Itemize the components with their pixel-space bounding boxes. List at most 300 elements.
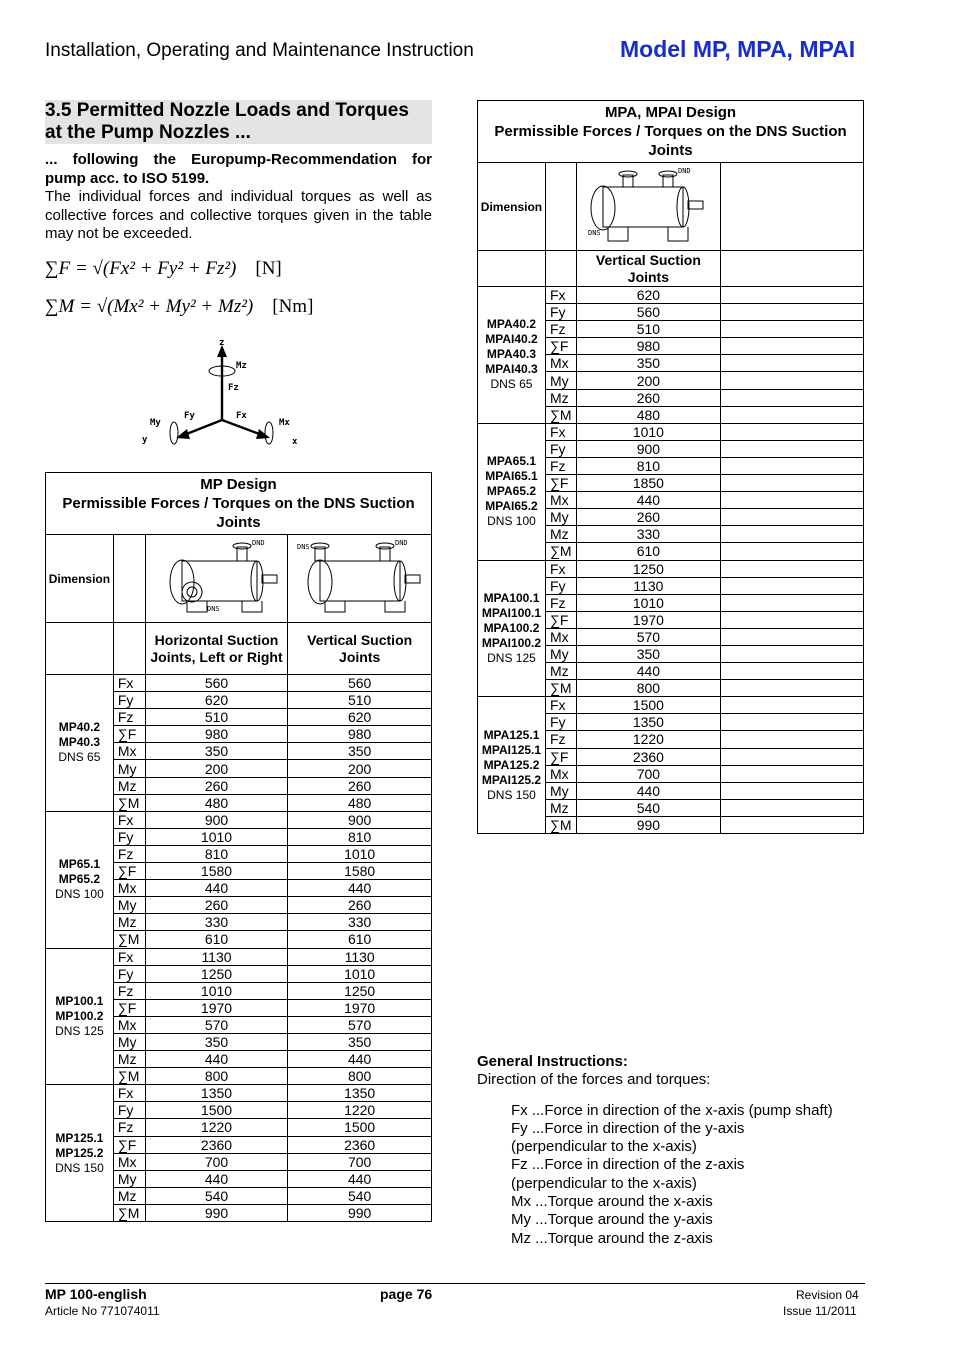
load-value xyxy=(720,816,863,833)
load-value: 1010 xyxy=(145,982,288,999)
load-value: 810 xyxy=(145,845,288,862)
quantity-symbol: Mx xyxy=(545,628,576,645)
load-value xyxy=(720,492,863,509)
table-row xyxy=(478,287,864,304)
mpa-table-title-line2: Permissible Forces / Torques on the DNS Suction Joints xyxy=(494,123,847,159)
load-value: 260 xyxy=(576,509,720,526)
quantity-symbol: ∑F xyxy=(545,748,576,765)
footer-page: page 76 xyxy=(380,1286,433,1302)
load-value: 200 xyxy=(576,372,720,389)
model-name: MPAI125.1 xyxy=(481,742,542,757)
dns-size: DNS 100 xyxy=(487,514,536,529)
load-value: 1350 xyxy=(145,1085,288,1102)
model-name: MPAI125.2 xyxy=(481,772,542,787)
quantity-symbol: Fy xyxy=(545,577,576,594)
load-value xyxy=(720,594,863,611)
quantity-symbol: Mz xyxy=(113,1187,145,1204)
table-row xyxy=(46,1085,432,1102)
load-value: 480 xyxy=(288,794,432,811)
footer-article: Article No 771074011 xyxy=(45,1304,160,1318)
dns-size: DNS 150 xyxy=(55,1160,104,1175)
model-name: MPAI100.2 xyxy=(481,635,542,650)
load-value: 620 xyxy=(288,709,432,726)
quantity-symbol: Mx xyxy=(113,880,145,897)
load-value: 2360 xyxy=(145,1136,288,1153)
formula-torque-expr: ∑M = √(Mx² + My² + Mz²) xyxy=(45,296,254,317)
quantity-symbol: ∑F xyxy=(545,475,576,492)
load-value: 700 xyxy=(288,1153,432,1170)
quantity-symbol: My xyxy=(113,760,145,777)
quantity-symbol: Fy xyxy=(113,1102,145,1119)
general-list xyxy=(511,1102,877,1248)
section-subtitle: ... following the Europump-Recommendation for pump acc. to ISO 5199. xyxy=(45,151,432,187)
quantity-symbol: Mz xyxy=(113,1051,145,1068)
dimension-cell xyxy=(46,1085,114,1222)
load-value: 260 xyxy=(145,777,288,794)
formula-torque-unit: [Nm] xyxy=(272,296,314,317)
mpa-dimension-label: Dimension xyxy=(478,163,546,251)
quantity-symbol: Fx xyxy=(545,697,576,714)
load-value: 810 xyxy=(288,828,432,845)
quantity-symbol: Fx xyxy=(545,560,576,577)
quantity-symbol: Fz xyxy=(113,1119,145,1136)
load-value: 1010 xyxy=(576,423,720,440)
quantity-symbol: ∑M xyxy=(113,931,145,948)
load-value xyxy=(720,611,863,628)
model-name: MP65.2 xyxy=(58,872,101,887)
load-value: 570 xyxy=(576,628,720,645)
load-value: 260 xyxy=(288,777,432,794)
axis-label-my: My xyxy=(150,418,161,428)
axis-label-x: x xyxy=(292,437,298,447)
img-label-dnd: DND xyxy=(251,539,265,547)
load-value: 570 xyxy=(145,1016,288,1033)
formula-force xyxy=(45,258,282,280)
quantity-symbol: Fy xyxy=(545,714,576,731)
load-value: 800 xyxy=(145,1068,288,1085)
load-value xyxy=(720,697,863,714)
quantity-symbol: My xyxy=(545,372,576,389)
dns-size: DNS 150 xyxy=(487,787,536,802)
quantity-symbol: Fz xyxy=(113,845,145,862)
load-value: 330 xyxy=(288,914,432,931)
load-value: 1500 xyxy=(576,697,720,714)
load-value: 700 xyxy=(145,1153,288,1170)
footer-issue: Issue 11/2011 xyxy=(783,1304,857,1318)
load-value: 1010 xyxy=(576,594,720,611)
quantity-symbol: ∑F xyxy=(113,1136,145,1153)
model-name: MPAI100.1 xyxy=(481,605,542,620)
load-value: 330 xyxy=(576,526,720,543)
quantity-symbol: Fz xyxy=(545,457,576,474)
load-value xyxy=(720,577,863,594)
load-value: 560 xyxy=(145,675,288,692)
formula-torque xyxy=(45,296,313,318)
general-item: Fx ...Force in direction of the x-axis (pump shaft) xyxy=(511,1101,833,1119)
dimension-cell xyxy=(478,423,546,560)
axis-label-y: y xyxy=(142,435,148,445)
load-value xyxy=(720,475,863,492)
load-value xyxy=(720,543,863,560)
load-value: 1580 xyxy=(145,863,288,880)
header-model: Model MP, MPA, MPAI xyxy=(620,36,856,62)
quantity-symbol: Mx xyxy=(113,743,145,760)
quantity-symbol: Mz xyxy=(113,777,145,794)
load-value: 980 xyxy=(576,338,720,355)
load-value: 200 xyxy=(145,760,288,777)
quantity-symbol: Mz xyxy=(545,663,576,680)
model-name: MPAI40.3 xyxy=(485,362,538,377)
load-value: 350 xyxy=(576,645,720,662)
quantity-symbol: Fx xyxy=(113,811,145,828)
load-value: 990 xyxy=(288,1204,432,1221)
load-value: 440 xyxy=(576,492,720,509)
model-name: MPA100.2 xyxy=(483,620,540,635)
load-value: 540 xyxy=(576,799,720,816)
general-item: Mx ...Torque around the x-axis xyxy=(511,1193,713,1211)
mpa-img-label-dns: DNS xyxy=(588,229,602,237)
table-row xyxy=(478,560,864,577)
model-name: MP65.1 xyxy=(58,857,101,872)
mp-dimension-label: Dimension xyxy=(46,535,114,623)
load-value: 540 xyxy=(145,1187,288,1204)
axis-label-z: z xyxy=(219,338,225,348)
load-value: 1850 xyxy=(576,475,720,492)
load-value: 330 xyxy=(145,914,288,931)
load-value xyxy=(720,423,863,440)
dns-size: DNS 65 xyxy=(490,377,533,392)
load-value: 350 xyxy=(576,355,720,372)
load-value: 440 xyxy=(288,880,432,897)
model-name: MPA65.1 xyxy=(486,454,537,469)
quantity-symbol: ∑M xyxy=(545,543,576,560)
load-value: 510 xyxy=(145,709,288,726)
quantity-symbol: Fz xyxy=(545,594,576,611)
load-value xyxy=(720,406,863,423)
load-value: 1970 xyxy=(288,999,432,1016)
load-value xyxy=(720,782,863,799)
load-value: 620 xyxy=(145,692,288,709)
quantity-symbol: Fx xyxy=(113,675,145,692)
load-value xyxy=(720,372,863,389)
general-intro: Direction of the forces and torques: xyxy=(477,1071,711,1089)
load-value: 1350 xyxy=(288,1085,432,1102)
quantity-symbol: Fy xyxy=(113,692,145,709)
load-value: 1250 xyxy=(288,982,432,999)
load-value xyxy=(720,663,863,680)
quantity-symbol: Mx xyxy=(113,1016,145,1033)
model-name: MPA40.2 xyxy=(486,317,537,332)
load-value: 990 xyxy=(145,1204,288,1221)
mpa-img-label-dnd: DND xyxy=(678,167,692,175)
load-value: 560 xyxy=(576,304,720,321)
quantity-symbol: Fy xyxy=(113,965,145,982)
img-label-dns: DNS xyxy=(206,605,220,613)
quantity-symbol: Fy xyxy=(113,828,145,845)
load-value: 440 xyxy=(288,1051,432,1068)
axes-diagram xyxy=(140,335,305,450)
quantity-symbol: Fz xyxy=(113,982,145,999)
quantity-symbol: My xyxy=(113,1033,145,1050)
quantity-symbol: Fy xyxy=(545,304,576,321)
mpa-table-title-line1: MPA, MPAI Design xyxy=(604,104,737,121)
load-value: 980 xyxy=(288,726,432,743)
formula-force-unit: [N] xyxy=(255,258,282,279)
axis-label-mz: Mz xyxy=(236,361,247,371)
load-value: 440 xyxy=(576,782,720,799)
model-name: MPA65.2 xyxy=(486,484,537,499)
general-item: Fz ...Force in direction of the z-axis (perpendicular to the x-axis) xyxy=(511,1156,745,1192)
img-label-dnd-2: DND xyxy=(394,539,408,547)
quantity-symbol: ∑F xyxy=(113,726,145,743)
header-title: Installation, Operating and Maintenance Instruction xyxy=(45,40,474,61)
dns-size: DNS 125 xyxy=(487,650,536,665)
load-value: 1250 xyxy=(145,965,288,982)
load-value: 1250 xyxy=(576,560,720,577)
mp-col-horizontal-header: Horizontal Suction Joints, Left or Right xyxy=(145,623,288,675)
load-value: 560 xyxy=(288,675,432,692)
load-value: 1010 xyxy=(288,845,432,862)
table-row xyxy=(478,697,864,714)
load-value: 350 xyxy=(145,1033,288,1050)
dimension-cell xyxy=(478,560,546,697)
general-title: General Instructions: xyxy=(477,1053,628,1070)
dns-size: DNS 100 xyxy=(55,887,104,902)
footer-divider xyxy=(45,1283,865,1284)
quantity-symbol: Mz xyxy=(545,389,576,406)
load-value: 440 xyxy=(145,880,288,897)
load-value xyxy=(720,645,863,662)
load-value xyxy=(720,355,863,372)
load-value xyxy=(720,731,863,748)
quantity-symbol: My xyxy=(545,509,576,526)
model-name: MPA125.1 xyxy=(483,727,540,742)
quantity-symbol: My xyxy=(113,1170,145,1187)
pump-vertical-image xyxy=(295,537,425,617)
load-value: 440 xyxy=(576,663,720,680)
load-value: 350 xyxy=(145,743,288,760)
load-value: 1350 xyxy=(576,714,720,731)
quantity-symbol: Mx xyxy=(545,765,576,782)
load-value: 510 xyxy=(576,321,720,338)
load-value: 350 xyxy=(288,1033,432,1050)
load-value: 900 xyxy=(576,440,720,457)
load-value: 260 xyxy=(288,897,432,914)
load-value: 800 xyxy=(288,1068,432,1085)
quantity-symbol: ∑M xyxy=(113,794,145,811)
general-item: Fy ...Force in direction of the y-axis (perpendicular to the x-axis) xyxy=(511,1119,745,1156)
load-value: 540 xyxy=(288,1187,432,1204)
load-value: 1130 xyxy=(288,948,432,965)
dimension-cell xyxy=(478,287,546,424)
load-value: 260 xyxy=(576,389,720,406)
load-value: 620 xyxy=(576,287,720,304)
quantity-symbol: ∑F xyxy=(545,338,576,355)
load-value: 1970 xyxy=(576,611,720,628)
quantity-symbol: Fx xyxy=(545,423,576,440)
load-value xyxy=(720,765,863,782)
load-value: 350 xyxy=(288,743,432,760)
load-value: 1010 xyxy=(145,828,288,845)
load-value xyxy=(720,748,863,765)
load-value xyxy=(720,509,863,526)
load-value xyxy=(720,457,863,474)
axis-label-fy: Fy xyxy=(184,411,195,421)
model-name: MP100.2 xyxy=(55,1008,104,1023)
mpa-table-title xyxy=(478,101,864,163)
load-value: 440 xyxy=(145,1170,288,1187)
load-value xyxy=(720,560,863,577)
load-value xyxy=(720,680,863,697)
load-value: 990 xyxy=(576,816,720,833)
load-value: 260 xyxy=(145,897,288,914)
load-value: 1580 xyxy=(288,863,432,880)
quantity-symbol: ∑M xyxy=(113,1068,145,1085)
dns-size: DNS 65 xyxy=(58,750,101,765)
load-value: 1500 xyxy=(145,1102,288,1119)
load-value: 610 xyxy=(288,931,432,948)
quantity-symbol: My xyxy=(545,782,576,799)
dimension-cell xyxy=(46,675,114,812)
footer-revision: Revision 04 xyxy=(796,1288,859,1302)
load-value xyxy=(720,440,863,457)
quantity-symbol: ∑F xyxy=(113,863,145,880)
load-value: 1220 xyxy=(576,731,720,748)
quantity-symbol: Fx xyxy=(113,1085,145,1102)
footer-doc: MP 100-english xyxy=(45,1286,147,1302)
img-label-dns-2: DNS xyxy=(296,543,310,551)
load-value: 900 xyxy=(288,811,432,828)
axis-label-fx: Fx xyxy=(236,411,247,421)
mp-design-table xyxy=(45,472,432,1222)
load-value xyxy=(720,338,863,355)
load-value: 1500 xyxy=(288,1119,432,1136)
general-item: Mz ...Torque around the z-axis xyxy=(511,1229,713,1247)
quantity-symbol: Fz xyxy=(545,321,576,338)
model-name: MPA100.1 xyxy=(483,590,540,605)
load-value xyxy=(720,526,863,543)
model-name: MPAI65.2 xyxy=(485,499,538,514)
load-value: 440 xyxy=(288,1170,432,1187)
formula-force-expr: ∑F = √(Fx² + Fy² + Fz²) xyxy=(45,258,237,279)
load-value xyxy=(720,799,863,816)
mp-table-title xyxy=(46,473,432,535)
model-name: MP40.2 xyxy=(58,720,101,735)
quantity-symbol: Mz xyxy=(545,526,576,543)
quantity-symbol: Mx xyxy=(113,1153,145,1170)
quantity-symbol: Mz xyxy=(545,799,576,816)
quantity-symbol: ∑M xyxy=(545,816,576,833)
model-name: MPA40.3 xyxy=(486,347,537,362)
load-value: 1970 xyxy=(145,999,288,1016)
dimension-cell xyxy=(46,811,114,948)
load-value: 1130 xyxy=(576,577,720,594)
model-name: MP125.2 xyxy=(55,1145,104,1160)
load-value: 1010 xyxy=(288,965,432,982)
section-title-line1: 3.5 Permitted Nozzle Loads and Torques xyxy=(45,100,409,121)
section-title-line2: at the Pump Nozzles ... xyxy=(45,122,251,143)
model-name: MPA125.2 xyxy=(483,757,540,772)
load-value: 610 xyxy=(145,931,288,948)
quantity-symbol: Fy xyxy=(545,440,576,457)
load-value xyxy=(720,321,863,338)
table-row xyxy=(478,423,864,440)
mpa-col-vertical-header: Vertical Suction Joints xyxy=(576,251,720,287)
pump-horizontal-image xyxy=(152,537,282,617)
quantity-symbol: Mx xyxy=(545,355,576,372)
quantity-symbol: ∑F xyxy=(113,999,145,1016)
quantity-symbol: ∑F xyxy=(545,611,576,628)
quantity-symbol: Fz xyxy=(545,731,576,748)
load-value: 480 xyxy=(145,794,288,811)
load-value: 810 xyxy=(576,457,720,474)
mp-table-title-line1: MP Design xyxy=(200,476,277,493)
axis-label-mx: Mx xyxy=(279,418,290,428)
model-name: MPAI65.1 xyxy=(485,469,538,484)
load-value: 700 xyxy=(576,765,720,782)
section-intro xyxy=(45,151,432,244)
load-value xyxy=(720,304,863,321)
quantity-symbol: My xyxy=(545,645,576,662)
mpa-pump-image xyxy=(576,163,720,251)
load-value: 1220 xyxy=(145,1119,288,1136)
load-value: 800 xyxy=(576,680,720,697)
mpa-design-table xyxy=(477,100,864,834)
pump-mpa-image xyxy=(578,163,718,247)
table-row xyxy=(46,811,432,828)
load-value: 2360 xyxy=(288,1136,432,1153)
table-row xyxy=(46,948,432,965)
quantity-symbol: Mz xyxy=(113,914,145,931)
quantity-symbol: Fx xyxy=(545,287,576,304)
dns-size: DNS 125 xyxy=(55,1023,104,1038)
general-item: My ...Torque around the y-axis xyxy=(511,1211,713,1229)
axis-label-fz: Fz xyxy=(228,383,239,393)
table-row xyxy=(46,675,432,692)
dimension-cell xyxy=(478,697,546,834)
quantity-symbol: ∑M xyxy=(545,680,576,697)
model-name: MP40.3 xyxy=(58,735,101,750)
load-value: 1220 xyxy=(288,1102,432,1119)
quantity-symbol: ∑M xyxy=(545,406,576,423)
load-value: 570 xyxy=(288,1016,432,1033)
load-value: 480 xyxy=(576,406,720,423)
load-value: 510 xyxy=(288,692,432,709)
model-name: MP100.1 xyxy=(55,993,104,1008)
mp-col-vertical-header: Vertical Suction Joints xyxy=(288,623,432,675)
load-value xyxy=(720,714,863,731)
load-value: 1130 xyxy=(145,948,288,965)
section-title xyxy=(45,100,432,144)
mp-pump-image-vertical xyxy=(288,535,432,623)
mp-table-title-line2: Permissible Forces / Torques on the DNS Suction Joints xyxy=(62,495,415,531)
general-instructions xyxy=(477,1053,877,1248)
load-value xyxy=(720,389,863,406)
quantity-symbol: My xyxy=(113,897,145,914)
dimension-cell xyxy=(46,948,114,1085)
load-value: 900 xyxy=(145,811,288,828)
model-name: MP125.1 xyxy=(55,1130,104,1145)
load-value xyxy=(720,287,863,304)
load-value: 440 xyxy=(145,1051,288,1068)
load-value: 610 xyxy=(576,543,720,560)
load-value: 980 xyxy=(145,726,288,743)
load-value xyxy=(720,628,863,645)
load-value: 200 xyxy=(288,760,432,777)
quantity-symbol: Fx xyxy=(113,948,145,965)
section-text: The individual forces and individual torques as well as collective forces and collective torques given in the table may not be exceeded. xyxy=(45,188,432,242)
model-name: MPAI40.2 xyxy=(485,332,538,347)
